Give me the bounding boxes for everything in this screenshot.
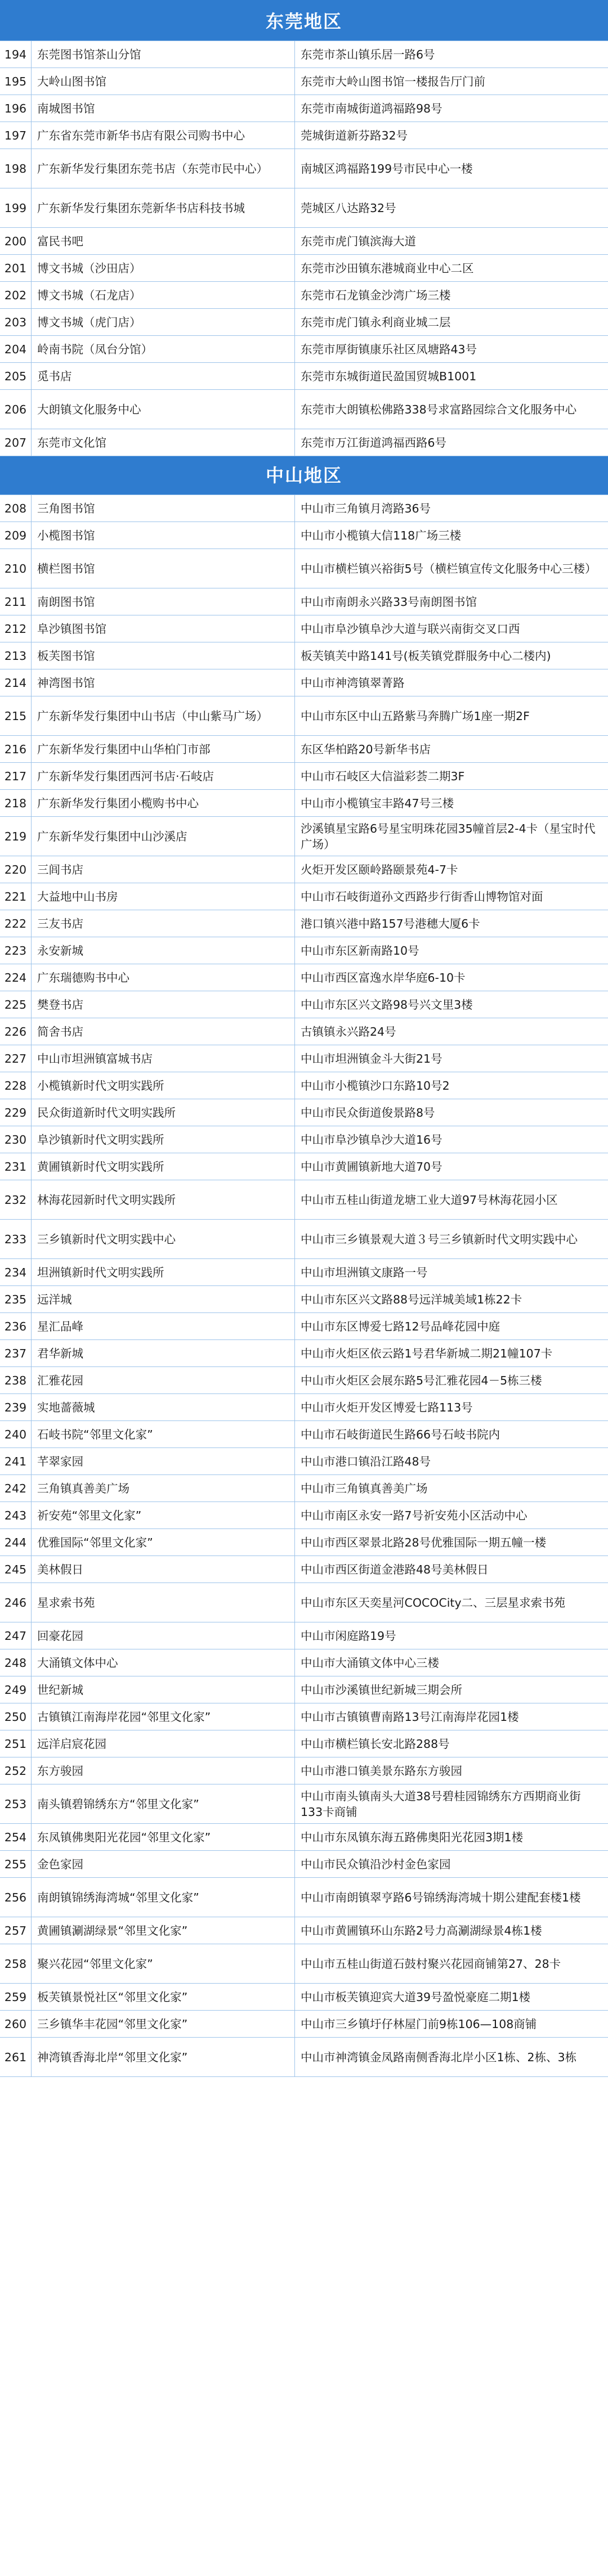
venue-name: 阜沙镇图书馆 <box>32 615 295 642</box>
venue-name: 樊登书店 <box>32 991 295 1018</box>
venue-address: 中山市大涌镇文体中心三楼 <box>301 1656 439 1670</box>
table-row <box>0 669 608 696</box>
row-number: 253 <box>0 1784 32 1823</box>
row-number: 242 <box>0 1475 32 1501</box>
venue-address: 中山市石岐街道孙文西路步行街香山博物馆对面 <box>301 889 543 903</box>
venue-address: 中山市五桂山街道石鼓村聚兴花园商铺第27、28卡 <box>301 1957 561 1971</box>
row-number: 233 <box>0 1220 32 1258</box>
venue-address: 东莞市厚街镇康乐社区凤塘路43号 <box>301 342 477 356</box>
table-row <box>0 790 608 817</box>
table-row <box>0 1286 608 1313</box>
venue-address: 中山市小榄镇宝丰路47号三楼 <box>301 796 454 810</box>
venue-name: 广东瑞德购书中心 <box>32 964 295 991</box>
venue-address: 东莞市南城街道鸿福路98号 <box>301 101 442 115</box>
venue-address: 中山市石岐街道民生路66号石岐书院内 <box>301 1427 500 1441</box>
venue-name: 神湾图书馆 <box>32 669 295 696</box>
venue-name: 金色家园 <box>32 1851 295 1877</box>
table-row <box>0 1784 608 1824</box>
row-number: 258 <box>0 1944 32 1983</box>
venue-name: 东方骏园 <box>32 1757 295 1784</box>
venue-address: 中山市坦洲镇文康路一号 <box>301 1265 428 1279</box>
venue-name: 横栏图书馆 <box>32 549 295 588</box>
row-number: 228 <box>0 1072 32 1099</box>
venue-name: 大益地中山书房 <box>32 883 295 910</box>
table-row <box>0 1099 608 1126</box>
venue-name: 三角镇真善美广场 <box>32 1475 295 1501</box>
venue-address: 中山市火炬区会展东路5号汇雅花园4－5栋三楼 <box>301 1373 542 1387</box>
row-number: 239 <box>0 1394 32 1420</box>
row-number: 226 <box>0 1018 32 1045</box>
table-row <box>0 336 608 363</box>
table-row <box>0 122 608 149</box>
venue-name: 广东新华发行集团中山沙溪店 <box>32 817 295 856</box>
table-row <box>0 1649 608 1676</box>
venue-name: 广东新华发行集团小榄购书中心 <box>32 790 295 816</box>
table-row <box>0 2038 608 2077</box>
venue-name: 广东新华发行集团东莞书店（东莞市民中心） <box>32 149 295 188</box>
table-row <box>0 188 608 228</box>
table-row <box>0 1757 608 1784</box>
row-number: 218 <box>0 790 32 816</box>
venue-address: 中山市板芙镇迎宾大道39号盈悦豪庭二期1楼 <box>301 1990 531 2004</box>
row-number: 261 <box>0 2038 32 2076</box>
table-row <box>0 549 608 588</box>
venue-address: 中山市南朗镇翠亨路6号锦绣海湾城十期公建配套楼1楼 <box>301 1890 581 1904</box>
venue-address: 中山市三角镇月湾路36号 <box>301 501 431 515</box>
table-row <box>0 964 608 991</box>
row-number: 210 <box>0 549 32 588</box>
venue-name: 君华新城 <box>32 1340 295 1366</box>
venue-name: 小榄图书馆 <box>32 522 295 549</box>
table-row <box>0 1126 608 1153</box>
venue-address: 中山市古镇镇曹南路13号江南海岸花园1楼 <box>301 1710 519 1724</box>
table-row <box>0 390 608 429</box>
venue-name: 永安新城 <box>32 937 295 964</box>
venue-name: 三角图书馆 <box>32 495 295 522</box>
venue-name: 回豪花园 <box>32 1622 295 1649</box>
row-number: 214 <box>0 669 32 696</box>
venue-address: 中山市神湾镇金凤路南侧香海北岸小区1栋、2栋、3栋 <box>301 2050 577 2064</box>
row-number: 229 <box>0 1099 32 1126</box>
table-row <box>0 1180 608 1220</box>
table-row <box>0 1340 608 1367</box>
venue-name: 星汇品峰 <box>32 1313 295 1339</box>
venue-address: 中山市阜沙镇阜沙大道与联兴南街交叉口西 <box>301 622 520 636</box>
row-number: 216 <box>0 736 32 762</box>
table-row <box>0 522 608 549</box>
row-number: 194 <box>0 41 32 68</box>
table-row <box>0 1502 608 1529</box>
table-row <box>0 495 608 522</box>
venue-address: 中山市横栏镇长安北路288号 <box>301 1737 450 1751</box>
venue-address: 中山市西区街道金港路48号美林假日 <box>301 1562 489 1576</box>
row-number: 212 <box>0 615 32 642</box>
venue-name: 神湾镇香海北岸“邻里文化家” <box>32 2038 295 2076</box>
venue-name: 三友书店 <box>32 910 295 937</box>
venue-address: 莞城区八达路32号 <box>301 201 396 215</box>
row-number: 222 <box>0 910 32 937</box>
row-number: 232 <box>0 1180 32 1219</box>
venue-address: 东莞市石龙镇金沙湾广场三楼 <box>301 288 451 302</box>
table-row <box>0 429 608 456</box>
venue-name: 板芙图书馆 <box>32 642 295 669</box>
table-row <box>0 1824 608 1851</box>
section-header-dongguan: 东莞地区 <box>0 2 608 41</box>
venue-address: 东莞市大岭山图书馆一楼报告厅门前 <box>301 74 485 88</box>
venue-address: 中山市东凤镇东海五路佛奥阳光花园3期1楼 <box>301 1830 524 1844</box>
table-row <box>0 1984 608 2011</box>
row-number: 259 <box>0 1984 32 2010</box>
row-number: 213 <box>0 642 32 669</box>
venue-address: 中山市西区富逸水岸华庭6-10卡 <box>301 970 466 984</box>
row-number: 208 <box>0 495 32 522</box>
venue-name: 大涌镇文体中心 <box>32 1649 295 1676</box>
table-row <box>0 1529 608 1556</box>
venue-name: 芊翠家园 <box>32 1448 295 1474</box>
venue-address: 东莞市茶山镇乐居一路6号 <box>301 47 435 61</box>
section-rows-dongguan <box>0 41 608 456</box>
row-number: 207 <box>0 429 32 456</box>
venue-name: 实地蔷薇城 <box>32 1394 295 1420</box>
row-number: 241 <box>0 1448 32 1474</box>
row-number: 217 <box>0 763 32 789</box>
venue-name: 岭南书院（凤台分馆） <box>32 336 295 362</box>
venue-address: 板芙镇芙中路141号(板芙镇党群服务中心二楼内) <box>301 649 551 663</box>
venue-name: 林海花园新时代文明实践所 <box>32 1180 295 1219</box>
table-row <box>0 1367 608 1394</box>
table-row <box>0 1018 608 1045</box>
venue-address: 东莞市虎门镇滨海大道 <box>301 234 416 248</box>
venue-address: 南城区鸿福路199号市民中心一楼 <box>301 161 473 176</box>
venue-name: 广东新华发行集团西河书店·石岐店 <box>32 763 295 789</box>
row-number: 225 <box>0 991 32 1018</box>
row-number: 200 <box>0 228 32 254</box>
venue-name: 优雅国际“邻里文化家” <box>32 1529 295 1556</box>
row-number: 249 <box>0 1676 32 1703</box>
row-number: 235 <box>0 1286 32 1312</box>
table-row <box>0 883 608 910</box>
venue-address: 中山市三乡镇景观大道３号三乡镇新时代文明实践中心 <box>301 1232 578 1246</box>
venue-address: 中山市东区天奕星河COCOCity二、三层星求索书苑 <box>301 1595 566 1610</box>
row-number: 240 <box>0 1421 32 1447</box>
venue-address: 中山市港口镇沿江路48号 <box>301 1454 431 1468</box>
row-number: 220 <box>0 856 32 883</box>
row-number: 244 <box>0 1529 32 1556</box>
venue-name: 东莞市文化馆 <box>32 429 295 456</box>
venue-address: 中山市东区兴文路88号远洋城美域1栋22卡 <box>301 1292 522 1306</box>
venue-name: 黄圃镇涮湖绿景“邻里文化家” <box>32 1917 295 1944</box>
row-number: 234 <box>0 1259 32 1285</box>
table-row <box>0 910 608 937</box>
venue-name: 三闾书店 <box>32 856 295 883</box>
venue-address: 火炬开发区颐岭路颐景苑4-7卡 <box>301 862 458 876</box>
venue-address: 中山市横栏镇兴裕街5号（横栏镇宣传文化服务中心三楼） <box>301 561 597 576</box>
venue-address: 中山市三乡镇圩仔林屋门前9栋106—108商铺 <box>301 2017 537 2031</box>
venue-name: 远洋城 <box>32 1286 295 1312</box>
venue-name: 板芙镇景悦社区“邻里文化家” <box>32 1984 295 2010</box>
venue-name: 祈安苑“邻里文化家” <box>32 1502 295 1528</box>
table-row <box>0 696 608 736</box>
venue-name: 三乡镇新时代文明实践中心 <box>32 1220 295 1258</box>
row-number: 196 <box>0 95 32 122</box>
venue-name: 南朗镇锦绣海湾城“邻里文化家” <box>32 1878 295 1917</box>
table-row <box>0 817 608 856</box>
row-number: 224 <box>0 964 32 991</box>
table-row <box>0 991 608 1018</box>
row-number: 223 <box>0 937 32 964</box>
row-number: 205 <box>0 363 32 389</box>
row-number: 257 <box>0 1917 32 1944</box>
venue-address: 东莞市大朗镇松佛路338号求富路园综合文化服务中心 <box>301 402 577 416</box>
venue-address: 中山市东区中山五路紫马奔腾广场1座一期2F <box>301 709 530 723</box>
table-row <box>0 1475 608 1502</box>
venue-address: 中山市神湾镇翠菁路 <box>301 676 405 690</box>
venue-address: 中山市五桂山街道龙塘工业大道97号林海花园小区 <box>301 1193 558 1207</box>
table-row <box>0 255 608 282</box>
row-number: 250 <box>0 1703 32 1730</box>
venue-address: 古镇镇永兴路24号 <box>301 1024 396 1039</box>
table-row <box>0 2011 608 2038</box>
row-number: 195 <box>0 68 32 95</box>
table-row <box>0 763 608 790</box>
row-number: 227 <box>0 1045 32 1072</box>
row-number: 230 <box>0 1126 32 1153</box>
venue-address: 中山市小榄镇沙口东路10号2 <box>301 1078 450 1093</box>
venue-address: 中山市东区博爱七路12号品峰花园中庭 <box>301 1319 500 1333</box>
venue-name: 觅书店 <box>32 363 295 389</box>
venue-address: 东莞市沙田镇东港城商业中心二区 <box>301 261 474 275</box>
venue-name: 南城图书馆 <box>32 95 295 122</box>
venue-name: 聚兴花园“邻里文化家” <box>32 1944 295 1983</box>
venue-name: 美林假日 <box>32 1556 295 1583</box>
row-number: 199 <box>0 188 32 227</box>
venue-name: 博文书城（沙田店） <box>32 255 295 281</box>
venue-address: 中山市港口镇美景东路东方骏园 <box>301 1764 462 1778</box>
row-number: 260 <box>0 2011 32 2037</box>
venue-name: 远洋启宸花园 <box>32 1730 295 1757</box>
row-number: 247 <box>0 1622 32 1649</box>
row-number: 243 <box>0 1502 32 1528</box>
venue-name: 三乡镇华丰花园“邻里文化家” <box>32 2011 295 2037</box>
venue-address: 中山市阜沙镇阜沙大道16号 <box>301 1132 442 1147</box>
venue-name: 中山市坦洲镇富城书店 <box>32 1045 295 1072</box>
table-row <box>0 41 608 68</box>
venue-address: 中山市黄圃镇环山东路2号力高涮湖绿景4栋1楼 <box>301 1923 542 1937</box>
venue-name: 东凤镇佛奥阳光花园“邻里文化家” <box>32 1824 295 1850</box>
row-number: 202 <box>0 282 32 308</box>
table-row <box>0 736 608 763</box>
table-row <box>0 1851 608 1878</box>
venue-name: 东莞图书馆茶山分馆 <box>32 41 295 68</box>
table-row <box>0 1259 608 1286</box>
venue-address: 中山市民众镇沿沙村金色家园 <box>301 1857 451 1871</box>
table-row <box>0 1583 608 1622</box>
row-number: 236 <box>0 1313 32 1339</box>
venue-address: 港口镇兴港中路157号港穗大厦6卡 <box>301 916 480 930</box>
venue-name: 简舍书店 <box>32 1018 295 1045</box>
table-row <box>0 309 608 336</box>
venue-name: 博文书城（石龙店） <box>32 282 295 308</box>
table-row <box>0 228 608 255</box>
row-number: 209 <box>0 522 32 549</box>
venue-address: 中山市东区兴文路98号兴文里3楼 <box>301 997 473 1011</box>
venue-address: 东区华柏路20号新华书店 <box>301 742 431 756</box>
row-number: 256 <box>0 1878 32 1917</box>
row-number: 231 <box>0 1153 32 1180</box>
table-row <box>0 1421 608 1448</box>
row-number: 198 <box>0 149 32 188</box>
table-row <box>0 642 608 669</box>
venue-name: 黄圃镇新时代文明实践所 <box>32 1153 295 1180</box>
table-row <box>0 937 608 964</box>
table-row <box>0 149 608 188</box>
row-number: 237 <box>0 1340 32 1366</box>
venue-address: 中山市三角镇真善美广场 <box>301 1481 428 1495</box>
venue-name: 广东新华发行集团东莞新华书店科技书城 <box>32 188 295 227</box>
venue-address: 中山市火炬开发区博爱七路113号 <box>301 1400 473 1414</box>
table-row <box>0 68 608 95</box>
row-number: 215 <box>0 696 32 735</box>
table-row <box>0 1072 608 1099</box>
venue-address: 中山市闲庭路19号 <box>301 1629 396 1643</box>
row-number: 238 <box>0 1367 32 1393</box>
venue-address: 中山市南区永安一路7号祈安苑小区活动中心 <box>301 1508 527 1522</box>
table-row <box>0 1313 608 1340</box>
venue-name: 博文书城（虎门店） <box>32 309 295 335</box>
table-row <box>0 1448 608 1475</box>
venue-name: 南朗图书馆 <box>32 588 295 615</box>
venue-name: 石岐书院“邻里文化家” <box>32 1421 295 1447</box>
venue-address: 中山市南朗永兴路33号南朗图书馆 <box>301 595 477 609</box>
venue-address: 东莞市虎门镇永利商业城二层 <box>301 315 451 329</box>
table-row <box>0 363 608 390</box>
row-number: 246 <box>0 1583 32 1622</box>
venue-address: 中山市南头镇南头大道38号碧桂园锦绣东方西期商业街133卡商铺 <box>301 1789 581 1819</box>
table-row <box>0 1045 608 1072</box>
row-number: 254 <box>0 1824 32 1850</box>
venue-address: 东莞市东城街道民盈国贸城B1001 <box>301 369 477 383</box>
venue-address: 中山市黄圃镇新地大道70号 <box>301 1159 442 1174</box>
venue-name: 广东省东莞市新华书店有限公司购书中心 <box>32 122 295 149</box>
venue-name: 广东新华发行集团中山华柏门市部 <box>32 736 295 762</box>
venue-name: 南头镇碧锦绣东方“邻里文化家” <box>32 1784 295 1823</box>
venue-name: 大岭山图书馆 <box>32 68 295 95</box>
venue-address: 中山市沙溪镇世纪新城三期会所 <box>301 1683 462 1697</box>
section-header-zhongshan: 中山地区 <box>0 456 608 495</box>
venue-address: 沙溪镇星宝路6号星宝明珠花园35幢首层2-4卡（星宝时代广场） <box>301 821 596 851</box>
table-row <box>0 1878 608 1917</box>
row-number: 203 <box>0 309 32 335</box>
row-number: 252 <box>0 1757 32 1784</box>
row-number: 245 <box>0 1556 32 1583</box>
venue-name: 小榄镇新时代文明实践所 <box>32 1072 295 1099</box>
table-row <box>0 615 608 642</box>
table-row <box>0 1944 608 1984</box>
table-row <box>0 1917 608 1944</box>
table-row <box>0 1703 608 1730</box>
venue-address: 中山市石岐区大信溢彩荟二期3F <box>301 769 465 783</box>
table-row <box>0 1153 608 1180</box>
venue-address: 中山市坦洲镇金斗大街21号 <box>301 1051 442 1066</box>
row-number: 248 <box>0 1649 32 1676</box>
venue-address: 中山市小榄镇大信118广场三楼 <box>301 528 462 542</box>
venue-name: 星求索书苑 <box>32 1583 295 1622</box>
row-number: 204 <box>0 336 32 362</box>
venue-address: 中山市西区翠景北路28号优雅国际一期五幢一楼 <box>301 1535 547 1549</box>
table-row <box>0 95 608 122</box>
venue-name: 汇雅花园 <box>32 1367 295 1393</box>
section-rows-zhongshan <box>0 495 608 2077</box>
venue-address: 中山市火炬区依云路1号君华新城二期21幢107卡 <box>301 1346 553 1360</box>
table-row <box>0 1622 608 1649</box>
venue-name: 世纪新城 <box>32 1676 295 1703</box>
table-row <box>0 1676 608 1703</box>
row-number: 251 <box>0 1730 32 1757</box>
venue-name: 大朗镇文化服务中心 <box>32 390 295 429</box>
table-row <box>0 588 608 615</box>
venue-name: 广东新华发行集团中山书店（中山紫马广场） <box>32 696 295 735</box>
row-number: 206 <box>0 390 32 429</box>
venue-name: 古镇镇江南海岸花园“邻里文化家” <box>32 1703 295 1730</box>
venue-name: 民众街道新时代文明实践所 <box>32 1099 295 1126</box>
venue-address: 莞城街道新芬路32号 <box>301 128 408 142</box>
table-row <box>0 1556 608 1583</box>
venue-name: 坦洲镇新时代文明实践所 <box>32 1259 295 1285</box>
row-number: 211 <box>0 588 32 615</box>
table-row <box>0 1394 608 1421</box>
row-number: 221 <box>0 883 32 910</box>
table-row <box>0 856 608 883</box>
row-number: 201 <box>0 255 32 281</box>
row-number: 255 <box>0 1851 32 1877</box>
table-row <box>0 282 608 309</box>
row-number: 219 <box>0 817 32 856</box>
table-row <box>0 1730 608 1757</box>
venue-name: 阜沙镇新时代文明实践所 <box>32 1126 295 1153</box>
venue-address: 东莞市万江街道鸿福西路6号 <box>301 435 447 449</box>
row-number: 197 <box>0 122 32 149</box>
venue-address: 中山市东区新南路10号 <box>301 943 419 957</box>
venue-address: 中山市民众街道俊景路8号 <box>301 1105 435 1120</box>
table-row <box>0 1220 608 1259</box>
venue-name: 富民书吧 <box>32 228 295 254</box>
